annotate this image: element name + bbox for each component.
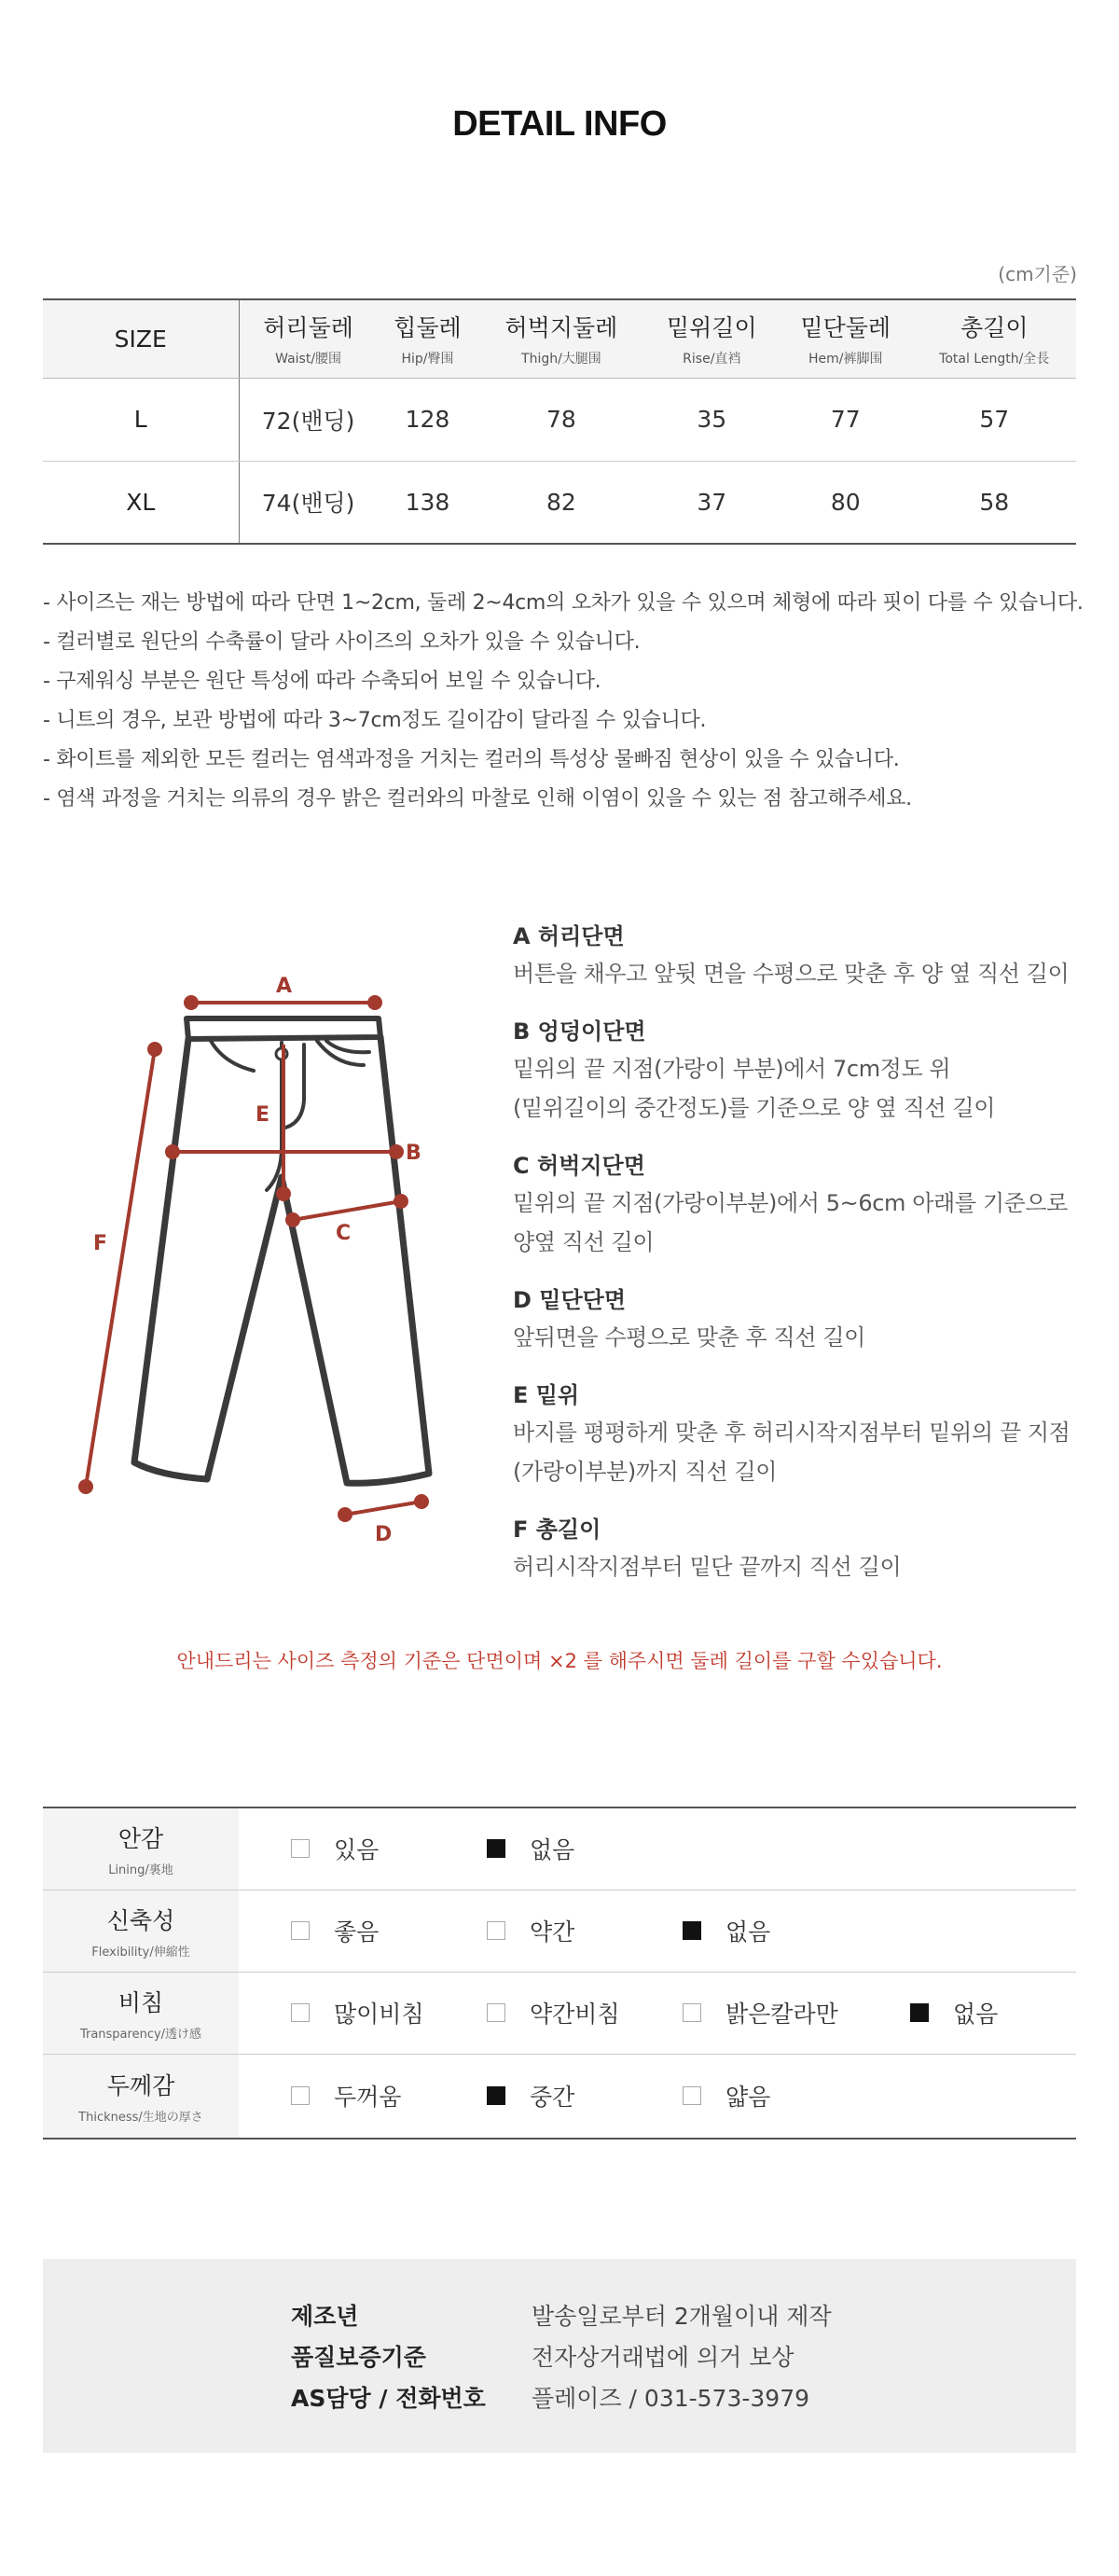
option-item: 얇음 (683, 2079, 770, 2112)
option-item: 밝은칼라만 (683, 1996, 838, 2029)
measure-f: F 총길이 허리시작지점부터 밑단 끝까지 직선 길이 (513, 1517, 902, 1580)
note-item: - 컬러별로 원단의 수축률이 달라 사이즈의 오차가 있을 수 있습니다. (43, 630, 641, 654)
header-rise: 밑위길이 Rise/直裆 (645, 299, 779, 378)
info-value: 플레이즈 / 031-573-3979 (532, 2385, 810, 2412)
fabric-label: 두께감 Thickness/生地の厚さ (43, 2054, 239, 2139)
table-cell: 78 (477, 378, 644, 461)
option-item: 있음 (291, 1832, 379, 1865)
table-cell: 138 (378, 461, 478, 544)
checkbox-icon (291, 2003, 310, 2022)
table-cell: 57 (912, 378, 1076, 461)
note-item: - 염색 과정을 거치는 의류의 경우 밝은 컬러와의 마찰로 인해 이염이 있을 수 있는 점 참고해주세요. (43, 787, 912, 810)
option-item: 약간비침 (487, 1996, 620, 2029)
header-size: SIZE (43, 299, 239, 378)
option-item: 없음 (683, 1914, 770, 1947)
size-notes (43, 584, 1087, 819)
note-item: - 구제워싱 부분은 원단 특성에 따라 수축되어 보일 수 있습니다. (43, 670, 601, 693)
size-table (43, 298, 1076, 545)
info-key: 제조년 (291, 2303, 359, 2330)
measure-b: B 엉덩이단면 밑위의 끝 지점(가랑이 부분)에서 7cm정도 위 (밑위길이의 중간정도)를 기준으로 양 옆 직선 길이 (513, 1018, 995, 1121)
checkbox-icon (291, 1921, 310, 1940)
measure-d: D 밑단단면 앞뒤면을 수평으로 맞춘 후 직선 길이 (513, 1287, 865, 1350)
header-hip: 힙둘레 Hip/臀围 (378, 299, 478, 378)
option-item: 많이비침 (291, 1996, 424, 2029)
checkbox-icon (291, 2086, 310, 2105)
fabric-row-flexibility (43, 1890, 1076, 1972)
fabric-label: 비침 Transparency/透け感 (43, 1972, 239, 2054)
table-cell: 77 (779, 378, 912, 461)
table-cell: 74(밴딩) (239, 461, 378, 544)
label-d: D (375, 1523, 393, 1546)
fabric-label: 안감 Lining/裏地 (43, 1807, 239, 1890)
table-cell: 128 (378, 378, 478, 461)
option-item: 약간 (487, 1914, 574, 1947)
fabric-label: 신축성 Flexibility/伸縮性 (43, 1890, 239, 1972)
label-a: A (276, 975, 293, 998)
fabric-row-thickness (43, 2054, 1076, 2139)
info-row (43, 2298, 1076, 2339)
checkbox-checked-icon (910, 2003, 929, 2022)
measurement-guide (513, 919, 1082, 1607)
info-value: 발송일로부터 2개월이내 제작 (532, 2303, 832, 2330)
label-b: B (406, 1142, 421, 1165)
unit-note: (cm기준) (998, 263, 1077, 285)
label-f: F (93, 1232, 108, 1255)
fabric-row-transparency (43, 1972, 1076, 2054)
fabric-options (239, 1807, 1076, 1890)
option-item: 좋음 (291, 1914, 379, 1947)
table-cell: 80 (779, 461, 912, 544)
table-cell: 37 (645, 461, 779, 544)
checkbox-icon (683, 2086, 701, 2105)
checkbox-icon (487, 2003, 505, 2022)
option-item: 없음 (487, 1832, 574, 1865)
header-hem: 밑단둘레 Hem/裤脚围 (779, 299, 912, 378)
checkbox-icon (291, 1839, 310, 1858)
checkbox-icon (683, 2003, 701, 2022)
info-row (43, 2380, 1076, 2421)
size-table-header (43, 299, 1076, 378)
measure-a: A 허리단면 버튼을 채우고 앞뒷 면을 수평으로 맞춘 후 양 옆 직선 길이 (513, 923, 1070, 987)
label-c: C (336, 1222, 352, 1245)
fabric-info-table (43, 1807, 1076, 2140)
product-info-box (43, 2259, 1076, 2453)
fabric-options (239, 2054, 1076, 2139)
note-item: - 사이즈는 재는 방법에 따라 단면 1~2cm, 둘레 2~4cm의 오차가 있을 수 있으며 체형에 따라 핏이 다를 수 있습니다. (43, 591, 1084, 615)
fabric-row-lining (43, 1807, 1076, 1890)
table-cell: 58 (912, 461, 1076, 544)
info-value: 전자상거래법에 의거 보상 (532, 2344, 794, 2371)
info-key: 품질보증기준 (291, 2344, 426, 2371)
label-e: E (256, 1103, 270, 1127)
checkbox-checked-icon (487, 2086, 505, 2105)
table-cell: 82 (477, 461, 644, 544)
pants-measurement-diagram (37, 961, 466, 1548)
info-key: AS담당 / 전화번호 (291, 2385, 486, 2412)
note-item: - 니트의 경우, 보관 방법에 따라 3~7cm정도 길이감이 달라질 수 있습니다. (43, 709, 707, 732)
option-item: 없음 (910, 1996, 998, 2029)
option-item: 중간 (487, 2079, 574, 2112)
measure-e: E 밑위 바지를 평평하게 맞춘 후 허리시작지점부터 밑위의 끝 지점 (가랑이부분)까지 직선 길이 (513, 1382, 1071, 1485)
checkbox-icon (487, 1921, 505, 1940)
measurement-guide-note: 안내드리는 사이즈 측정의 기준은 단면이며 ×2 를 해주시면 둘레 길이를 구할 수있습니다. (176, 1650, 943, 1672)
fabric-options (239, 1972, 1076, 2054)
info-row (43, 2339, 1076, 2380)
note-item: - 화이트를 제외한 모든 컬러는 염색과정을 거치는 컬러의 특성상 물빠짐 현상이 있을 수 있습니다. (43, 748, 900, 771)
table-cell: 35 (645, 378, 779, 461)
header-thigh: 허벅지둘레 Thigh/大腿围 (477, 299, 644, 378)
option-item: 두꺼움 (291, 2079, 401, 2112)
header-waist: 허리둘레 Waist/腰围 (239, 299, 378, 378)
table-cell: 72(밴딩) (239, 378, 378, 461)
size-cell: XL (43, 461, 239, 544)
fabric-options (239, 1890, 1076, 1972)
table-row (43, 461, 1076, 544)
page-title: DETAIL INFO (452, 104, 667, 144)
size-cell: L (43, 378, 239, 461)
checkbox-checked-icon (683, 1921, 701, 1940)
checkbox-checked-icon (487, 1839, 505, 1858)
header-total-length: 총길이 Total Length/全長 (912, 299, 1076, 378)
table-row (43, 378, 1076, 461)
measure-c: C 허벅지단면 밑위의 끝 지점(가랑이부분)에서 5~6cm 아래를 기준으로 양옆 직선 길이 (513, 1153, 1068, 1255)
